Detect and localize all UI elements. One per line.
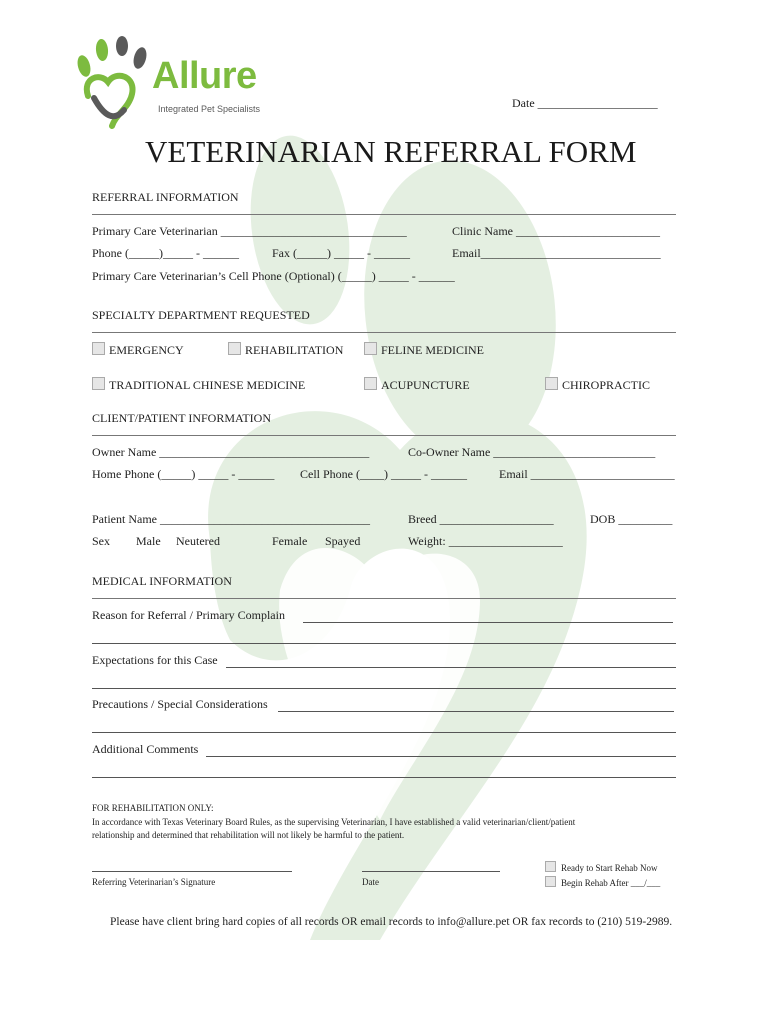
checkbox-icon[interactable]	[364, 342, 377, 355]
checkbox-feline-medicine[interactable]	[364, 342, 484, 358]
comments-input-line-2[interactable]	[92, 777, 676, 778]
breed-field[interactable]: Breed ___________________	[408, 512, 554, 526]
co-owner-name-field[interactable]: Co-Owner Name ___________________________	[408, 445, 656, 459]
comments-input-line[interactable]	[206, 756, 676, 757]
checkbox-icon[interactable]	[545, 861, 556, 872]
clinic-name-field[interactable]: Clinic Name ________________________	[452, 224, 660, 238]
sex-label: Sex	[92, 534, 110, 548]
checkbox-rehabilitation[interactable]	[228, 342, 343, 358]
phone-field[interactable]: Phone (_____)_____ - ______	[92, 246, 239, 260]
checkbox-icon[interactable]	[92, 342, 105, 355]
section-divider	[92, 214, 676, 215]
reason-label: Reason for Referral / Primary Complain	[92, 608, 285, 622]
checkbox-label: Begin Rehab After ___/___	[561, 878, 661, 888]
email-field[interactable]: Email______________________________	[452, 246, 661, 260]
rehab-date-label: Date	[362, 877, 379, 887]
section-heading-referral: REFERRAL INFORMATION	[92, 190, 239, 204]
checkbox-label: CHIROPRACTIC	[562, 378, 651, 392]
client-cell-phone-field[interactable]: Cell Phone (____) _____ - ______	[300, 467, 467, 481]
section-divider	[92, 435, 676, 436]
rehab-statement-line-1: In accordance with Texas Veterinary Board Rules, as the supervising Veterinarian, I have established a valid veterinarian/client/patient	[92, 817, 576, 827]
checkbox-label: EMERGENCY	[109, 343, 184, 357]
checkbox-icon[interactable]	[228, 342, 241, 355]
checkbox-icon[interactable]	[545, 876, 556, 887]
checkbox-emergency[interactable]	[92, 342, 184, 358]
section-divider	[92, 332, 676, 333]
form-title: VETERINARIAN REFERRAL FORM	[145, 134, 637, 169]
rehab-date-line[interactable]	[362, 871, 500, 872]
checkbox-label: ACUPUNCTURE	[381, 378, 470, 392]
checkbox-label: FELINE MEDICINE	[381, 343, 484, 357]
dob-field[interactable]: DOB _________	[590, 512, 673, 526]
expectations-label: Expectations for this Case	[92, 653, 218, 667]
checkbox-label: REHABILITATION	[245, 343, 344, 357]
comments-label: Additional Comments	[92, 742, 199, 756]
expectations-input-line[interactable]	[226, 667, 676, 668]
weight-field[interactable]: Weight: ___________________	[408, 534, 563, 548]
allure-logo-icon	[74, 36, 154, 132]
signature-label: Referring Veterinarian’s Signature	[92, 877, 216, 887]
section-divider	[92, 598, 676, 599]
section-heading-specialty: SPECIALTY DEPARTMENT REQUESTED	[92, 308, 310, 322]
brand-tagline: Integrated Pet Specialists	[158, 104, 261, 114]
expectations-input-line-2[interactable]	[92, 688, 676, 689]
checkbox-ready-rehab[interactable]	[545, 861, 657, 873]
home-phone-field[interactable]: Home Phone (_____) _____ - ______	[92, 467, 275, 481]
signature-line[interactable]	[92, 871, 292, 872]
spayed-option[interactable]: Spayed	[325, 534, 361, 548]
patient-name-field[interactable]: Patient Name ___________________________________	[92, 512, 370, 526]
checkbox-traditional-chinese-medicine[interactable]	[92, 377, 305, 393]
precautions-label: Precautions / Special Considerations	[92, 697, 268, 711]
section-heading-client: CLIENT/PATIENT INFORMATION	[92, 411, 272, 425]
checkbox-chiropractic[interactable]	[545, 377, 650, 393]
client-email-field[interactable]: Email ________________________	[499, 467, 675, 481]
checkbox-begin-rehab-after[interactable]	[545, 876, 660, 888]
reason-input-line-2[interactable]	[92, 643, 676, 644]
brand-name: Allure	[152, 55, 257, 97]
vet-cell-phone-field[interactable]: Primary Care Veterinarian’s Cell Phone (Optional) (_____) _____ - ______	[92, 269, 455, 283]
checkbox-icon[interactable]	[364, 377, 377, 390]
checkbox-icon[interactable]	[92, 377, 105, 390]
checkbox-label: TRADITIONAL CHINESE MEDICINE	[109, 378, 306, 392]
date-field[interactable]: Date ____________________	[512, 96, 658, 110]
owner-name-field[interactable]: Owner Name ___________________________________	[92, 445, 370, 459]
checkbox-icon[interactable]	[545, 377, 558, 390]
female-option[interactable]: Female	[272, 534, 308, 548]
checkbox-label: Ready to Start Rehab Now	[561, 863, 658, 873]
rehab-statement-line-2: relationship and determined that rehabilitation will not likely be harmful to the patient.	[92, 830, 405, 840]
precautions-input-line[interactable]	[278, 711, 674, 712]
male-option[interactable]: Male	[136, 534, 161, 548]
neutered-option[interactable]: Neutered	[176, 534, 220, 548]
primary-care-vet-field[interactable]: Primary Care Veterinarian _______________________________	[92, 224, 407, 238]
reason-input-line[interactable]	[303, 622, 673, 623]
precautions-input-line-2[interactable]	[92, 732, 676, 733]
rehab-title: FOR REHABILITATION ONLY:	[92, 803, 214, 813]
checkbox-acupuncture[interactable]	[364, 377, 470, 393]
fax-field[interactable]: Fax (_____) _____ - ______	[272, 246, 410, 260]
footer-note: Please have client bring hard copies of all records OR email records to info@allure.pet OR fax records to (210) 519-2989.	[110, 916, 673, 928]
section-heading-medical: MEDICAL INFORMATION	[92, 574, 232, 588]
